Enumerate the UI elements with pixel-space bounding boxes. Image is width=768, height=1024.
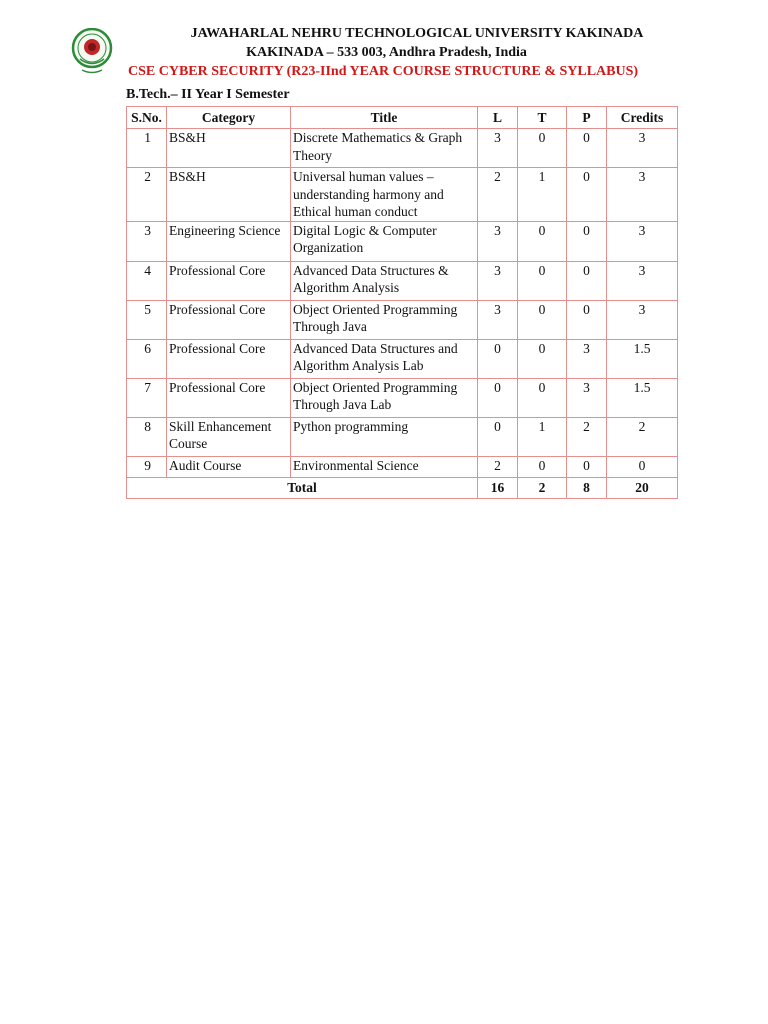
cell-sno: 3 [127, 221, 167, 261]
header-sno: S.No. [127, 107, 167, 129]
cell-p: 0 [567, 129, 607, 168]
cell-category: Professional Core [167, 378, 291, 417]
cell-l: 3 [478, 221, 518, 261]
cell-sno: 4 [127, 261, 167, 300]
table-row [127, 168, 678, 222]
table-row [127, 417, 678, 456]
cell-t: 0 [518, 129, 567, 168]
cell-category: Skill Enhancement Course [167, 417, 291, 456]
cell-title: Environmental Science [291, 456, 478, 477]
cell-l: 3 [478, 300, 518, 339]
cell-p: 0 [567, 168, 607, 222]
table-row [127, 339, 678, 378]
cell-title: Advanced Data Structures and Algorithm Analysis Lab [291, 339, 478, 378]
cell-p: 2 [567, 417, 607, 456]
cell-sno: 6 [127, 339, 167, 378]
header-l: L [478, 107, 518, 129]
cell-t: 0 [518, 221, 567, 261]
header-p: P [567, 107, 607, 129]
cell-p: 0 [567, 261, 607, 300]
cell-sno: 1 [127, 129, 167, 168]
cell-credits: 2 [607, 417, 678, 456]
semester-heading: B.Tech.– II Year I Semester [126, 87, 290, 102]
cell-sno: 2 [127, 168, 167, 222]
cell-credits: 3 [607, 261, 678, 300]
cell-category: Engineering Science [167, 221, 291, 261]
table-header-row [127, 107, 678, 129]
cell-t: 0 [518, 261, 567, 300]
cell-sno: 5 [127, 300, 167, 339]
cell-t: 1 [518, 168, 567, 222]
cell-t: 0 [518, 339, 567, 378]
table-row [127, 300, 678, 339]
cell-l: 2 [478, 168, 518, 222]
cell-credits: 0 [607, 456, 678, 477]
cell-t: 1 [518, 417, 567, 456]
cell-credits: 3 [607, 168, 678, 222]
university-address: KAKINADA – 533 003, Andhra Pradesh, India [246, 45, 527, 60]
university-name: JAWAHARLAL NEHRU TECHNOLOGICAL UNIVERSITY KAKINADA [190, 26, 644, 41]
cell-p: 3 [567, 339, 607, 378]
cell-t: 0 [518, 300, 567, 339]
table-row [127, 129, 678, 168]
cell-sno: 7 [127, 378, 167, 417]
cell-p: 3 [567, 378, 607, 417]
program-title: CSE CYBER SECURITY (R23-IInd YEAR COURSE STRUCTURE & SYLLABUS) [128, 64, 639, 79]
header-title: Title [291, 107, 478, 129]
table-row [127, 221, 678, 261]
header-credits: Credits [607, 107, 678, 129]
course-structure-table [126, 106, 678, 499]
cell-t: 0 [518, 378, 567, 417]
cell-category: Professional Core [167, 261, 291, 300]
cell-title: Universal human values – understanding harmony and Ethical human conduct [291, 168, 478, 222]
cell-title: Discrete Mathematics & Graph Theory [291, 129, 478, 168]
cell-l: 3 [478, 261, 518, 300]
cell-p: 0 [567, 221, 607, 261]
total-l: 16 [478, 477, 518, 498]
cell-category: Professional Core [167, 300, 291, 339]
cell-l: 3 [478, 129, 518, 168]
cell-title: Python programming [291, 417, 478, 456]
table-row [127, 261, 678, 300]
cell-title: Object Oriented Programming Through Java Lab [291, 378, 478, 417]
cell-credits: 1.5 [607, 339, 678, 378]
cell-title: Advanced Data Structures & Algorithm Analysis [291, 261, 478, 300]
total-t: 2 [518, 477, 567, 498]
cell-p: 0 [567, 456, 607, 477]
cell-category: BS&H [167, 168, 291, 222]
header-category: Category [167, 107, 291, 129]
cell-l: 0 [478, 339, 518, 378]
total-label: Total [127, 477, 478, 498]
cell-l: 0 [478, 417, 518, 456]
table-total-row [127, 477, 678, 498]
cell-credits: 3 [607, 300, 678, 339]
table-row [127, 378, 678, 417]
cell-credits: 3 [607, 129, 678, 168]
total-credits: 20 [607, 477, 678, 498]
table-row [127, 456, 678, 477]
cell-title: Digital Logic & Computer Organization [291, 221, 478, 261]
cell-p: 0 [567, 300, 607, 339]
cell-credits: 1.5 [607, 378, 678, 417]
header-t: T [518, 107, 567, 129]
cell-sno: 9 [127, 456, 167, 477]
cell-t: 0 [518, 456, 567, 477]
cell-category: BS&H [167, 129, 291, 168]
total-p: 8 [567, 477, 607, 498]
cell-title: Object Oriented Programming Through Java [291, 300, 478, 339]
cell-l: 0 [478, 378, 518, 417]
cell-credits: 3 [607, 221, 678, 261]
cell-category: Audit Course [167, 456, 291, 477]
cell-sno: 8 [127, 417, 167, 456]
cell-l: 2 [478, 456, 518, 477]
cell-category: Professional Core [167, 339, 291, 378]
